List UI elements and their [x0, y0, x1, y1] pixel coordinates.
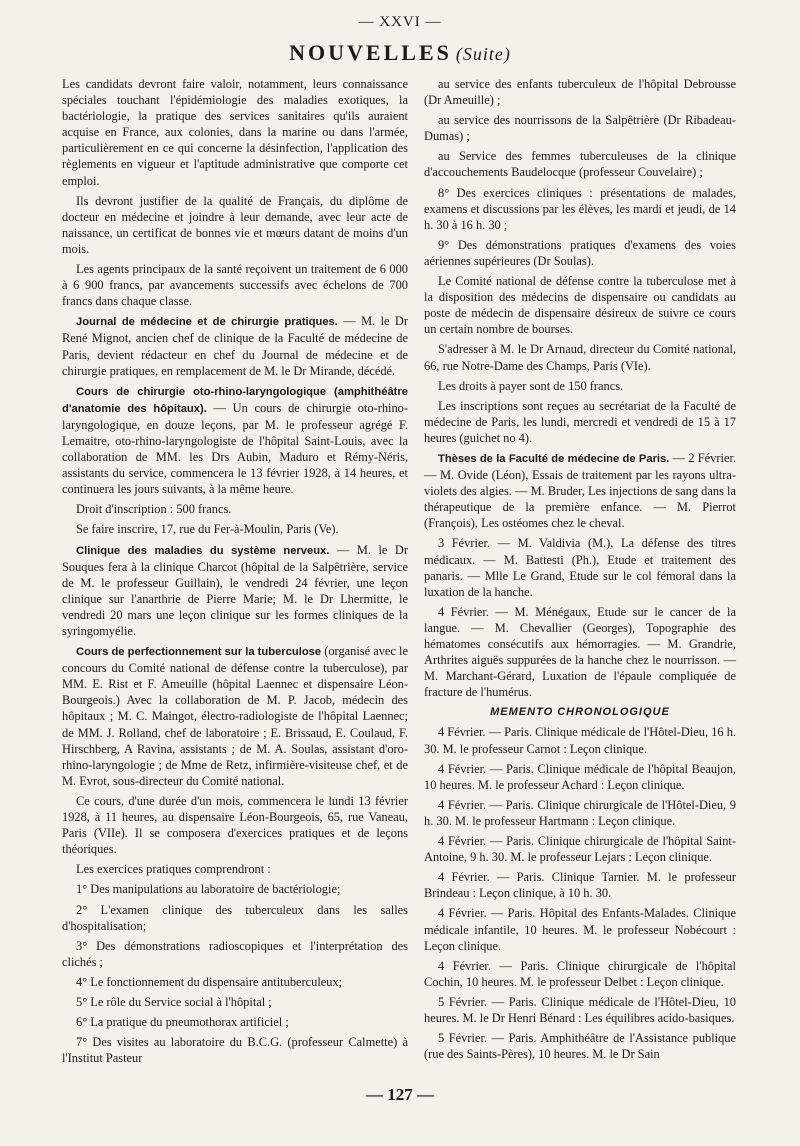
list-item: 9° Des démonstrations pratiques d'examens des voies aériennes supérieures (Dr Soulas). — [424, 237, 736, 268]
paragraph: au service des nourrissons de la Salpêtrière (Dr Ribadeau-Dumas) ; — [424, 113, 736, 144]
section-heading — [0, 40, 800, 66]
section-title: NOUVELLES — [289, 40, 452, 65]
paragraph: Ils devront justifier de la qualité de Français, du diplôme de docteur en médecine et joindre à leur demande, avec leur acte de naissance, un certificat de bonnes vie et mœurs datant de moins d'un mois. — [62, 193, 408, 256]
news-item-body: — Un cours de chirurgie oto-rhino-laryngologique, en douze leçons, par M. le professeur agrégé F. Lemaitre, oto-rhino-laryngologiste de l'hôpital Saint-Louis, avec la collaboration de MM. les Drs Aubin, Maduro et Rémy-Néris, assistants du service, commencera le 13 février 1928, à 14 heures, et continuera les jours suivants, à la même heure. — [62, 400, 408, 497]
left-column — [62, 76, 408, 1070]
memento-entry: 4 Février. — Paris. Hôpital des Enfants-Malades. Clinique médicale infantile, 10 heures. M. le professeur Nobécourt : Leçon clinique. — [424, 906, 736, 953]
news-item — [424, 450, 736, 531]
list-item: 4° Le fonctionnement du dispensaire antituberculeux; — [76, 974, 343, 989]
memento-heading: MEMENTO CHRONOLOGIQUE — [490, 706, 670, 719]
memento-entry: 4 Février. — Paris. Clinique médicale de l'hôpital Beaujon, 10 heures. M. le professeur Achard : Leçon clinique. — [424, 761, 736, 792]
paragraph: Droit d'inscription : 500 francs. — [76, 502, 232, 517]
list-item: 7° Des visites au laboratoire du B.C.G. (professeur Calmette) à l'Institut Pasteur — [62, 1035, 408, 1066]
paragraph: 3 Février. — M. Valdivia (M.), La défense des titres médicaux. — M. Battesti (Ph.), Etude et traitement des panaris. — Mlle Le Grand, Etude sur le col fémoral dans la luxation de la hanche. — [424, 536, 736, 599]
paragraph: Les inscriptions sont reçues au secrétariat de la Faculté de médecine de Paris, les lundi, mercredi et vendredi de 15 à 17 heures (guichet no 4). — [424, 398, 736, 445]
list-item: 2° L'examen clinique des tuberculeux dans les salles d'hospitalisation; — [62, 902, 408, 933]
news-item-heading: Thèses de la Faculté de médecine de Paris. — [438, 452, 670, 465]
memento-entry: 4 Février. — Paris. Clinique médicale de l'Hôtel-Dieu, 16 h. 30. M. le professeur Carnot : Leçon clinique. — [424, 725, 736, 756]
list-item: 3° Des démonstrations radioscopiques et l'interprétation des clichés ; — [62, 938, 408, 969]
paragraph: Les candidats devront faire valoir, notamment, leurs connaissance spéciales touchant l'épidémiologie des maladies exotiques, la bactériologie, la pratique des services sanitaires qu'ils auraient acquise en France, aux colonies, dans la marine ou dans l'armée, particulièrement en ce qui concerne la désinfection, l'application des règlements en vigueur et l'aptitude administrative que comporte cet emploi. — [62, 77, 408, 188]
memento-entry: 4 Février. — Paris. Clinique Tarnier. M. le professeur Brindeau : Leçon clinique, à 10 h. 30. — [424, 870, 736, 901]
memento-entry: 4 Février. — Paris. Clinique chirurgicale de l'hôpital Cochin, 10 heures. M. le professeur Delbet : Leçon clinique. — [424, 958, 736, 989]
paragraph: S'adresser à M. le Dr Arnaud, directeur du Comité national, 66, rue Notre-Dame des Champs, Paris (VIe). — [424, 342, 736, 373]
paragraph: Les agents principaux de la santé reçoivent un traitement de 6 000 à 6 900 francs, par avancements successifs avec échelons de 700 francs dans chaque classe. — [62, 262, 408, 309]
news-item — [62, 643, 408, 789]
news-item-body: — M. le Dr Souques fera à la clinique Charcot (hôpital de la Salpêtrière, service de M. le professeur Guillain), le vendredi 24 février, une leçon clinique sur l'anarthrie de Pierre Marie; M. le Dr Lhermitte, le vendredi 20 mars une leçon clinique sur les formes cliniques de la syringomyélie. — [62, 542, 408, 638]
page-number: — 127 — — [366, 1085, 434, 1104]
memento-entry: 5 Février. — Paris. Amphithéâtre de l'Assistance publique (rue des Saints-Pères), 10 heures. M. le Dr Sain — [424, 1031, 736, 1062]
memento-entry: 4 Février. — Paris. Clinique chirurgicale de l'hôpital Saint-Antoine, 9 h. 30. M. le professeur Lejars : Leçon clinique. — [424, 834, 736, 865]
list-item: 6° La pratique du pneumothorax artificiel ; — [76, 1015, 289, 1030]
news-item — [62, 383, 408, 498]
paragraph: 4 Février. — M. Ménégaux, Etude sur le cancer de la langue. — M. Chevallier (Georges), Topographie des hématomes consécutifs aux hémorragies. — M. Grandrie, Arthrites aiguës suppurées de la hanche chez le nourrisson. — M. Marchant-Gérard, Luxation de l'épaule compliquée de fracture de l'humérus. — [424, 604, 736, 700]
right-column — [424, 76, 736, 1066]
list-item: 8° Des exercices cliniques : présentations de malades, examens et discussions par les élèves, les mardi et jeudi, de 14 h. 30 à 16 h. 30 ; — [424, 185, 736, 232]
news-item — [62, 313, 408, 378]
news-item-body: (organisé avec le concours du Comité national de défense contre la tuberculose), par MM. E. Rist et F. Ameuille (hôpital Laennec et dispensaire Léon-Bourgeois.) Avec la collaboration de M. P. Jacob, médecin des hôpitaux ; M. C. Maingot, électro-radiologiste de l'hôpital Laennec; de MM. J. Rolland, chef de laboratoire ; E. Brissaud, E. Coulaud, F. Hirschberg, A Ravina, assistants ; de M. A. Soulas, assistant d'oro-rhino-laryngologie ; de Mme de Retz, infirmière-visiteuse chef, et de M. Evrot, sous-directeur du Comité national. — [62, 644, 408, 788]
news-item-body: — M. le Dr René Mignot, ancien chef de clinique de la Faculté de médecine de Paris, devient rédacteur en chef du Journal de médecine et de chirurgie pratiques, en remplacement de M. le Dr Mirande, décédé. — [62, 314, 408, 378]
paragraph: Le Comité national de défense contre la tuberculose met à la disposition des médecins de dispensaire ou candidats au poste de médecin de dispensaire désireux de suivre ce cours un certain nombre de bourses. — [424, 274, 736, 337]
news-item-heading: Cours de chirurgie oto-rhino-laryngologique (amphithéâtre d'anatomie des hôpitaux). — [62, 385, 408, 415]
paragraph: Ce cours, d'une durée d'un mois, commencera le lundi 13 février 1928, à 11 heures, au dispensaire Léon-Bourgeois, 65, rue Vaneau, Paris (VIIe). Il se composera d'exercices pratiques et de leçons théoriques. — [62, 793, 408, 857]
paragraph: Se faire inscrire, 17, rue du Fer-à-Moulin, Paris (Ve). — [76, 522, 339, 537]
paragraph: Les droits à payer sont de 150 francs. — [438, 378, 624, 393]
section-title-continuation: (Suite) — [455, 44, 511, 64]
list-item: 5° Le rôle du Service social à l'hôpital ; — [76, 994, 272, 1009]
news-item-heading: Clinique des maladies du système nerveux. — [76, 544, 330, 557]
news-item-heading: Cours de perfectionnement sur la tuberculose — [76, 646, 322, 659]
news-item-heading: Journal de médecine et de chirurgie pratiques. — [76, 316, 338, 329]
roman-page-number: — XXVI — — [358, 14, 442, 30]
news-item-body: — 2 Février. — M. Ovide (Léon), Essais de traitement par les rayons ultra-violets des algies. — M. Bruder, Les injections de sang dans la thérapeutique de la première enfance. — M. Pierrot (François), Les ostéomes chez le cheval. — [424, 450, 736, 531]
list-item: 1° Des manipulations au laboratoire de bactériologie; — [76, 882, 341, 897]
memento-entry: 4 Février. — Paris. Clinique chirurgicale de l'Hôtel-Dieu, 9 h. 30. M. le professeur Hartmann : Leçon clinique. — [424, 797, 736, 828]
paragraph: au Service des femmes tuberculeuses de la clinique d'accouchements Baudelocque (professeur Couvelaire) ; — [424, 149, 736, 180]
paragraph: Les exercices pratiques comprendront : — [76, 862, 271, 877]
news-item — [62, 542, 408, 640]
paragraph: au service des enfants tuberculeux de l'hôpital Debrousse (Dr Ameuille) ; — [424, 77, 736, 108]
memento-entry: 5 Février. — Paris. Clinique médicale de l'Hôtel-Dieu, 10 heures. M. le Dr Henri Bénard : Les équilibres acido-basiques. — [424, 994, 736, 1025]
